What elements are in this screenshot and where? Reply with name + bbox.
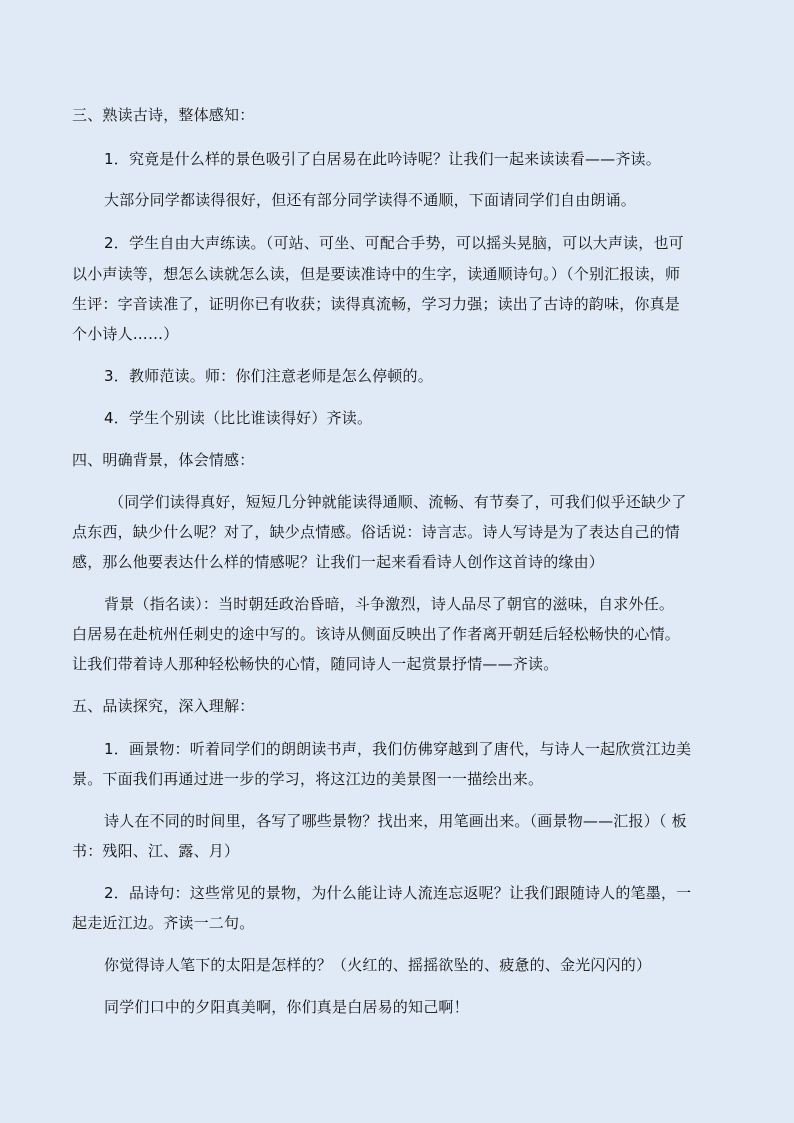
paragraph-line: 1．画景物：听着同学们的朗朗读书声，我们仿佛穿越到了唐代，与诗人一起欣赏江边美: [104, 740, 692, 758]
paragraph-line: 大部分同学都读得很好，但还有部分同学读得不通顺，下面请同学们自由朗诵。: [104, 191, 637, 209]
paragraph-line: 起走近江边。齐读一二句。: [72, 914, 255, 932]
section-heading-5: 五、品读探究，深入理解：: [72, 697, 255, 715]
section-heading-3: 三、熟读古诗，整体感知：: [72, 106, 255, 124]
paragraph-line: 生评：字音读准了，证明你已有收获；读得真流畅，学习力强；读出了古诗的韵味，你真是: [72, 295, 681, 313]
paragraph-line: 背景（指名读）：当时朝廷政治昏暗，斗争激烈，诗人品尽了朝官的滋味，自求外任。: [104, 595, 675, 613]
paragraph-line: 让我们带着诗人那种轻松畅快的心情，随同诗人一起赏景抒情——齐读。: [72, 655, 559, 673]
paragraph-line: 2．学生自由大声练读。（可站、可坐、可配合手势，可以摇头晃脑，可以大声读，也可: [104, 234, 684, 252]
paragraph-line: （同学们读得真好，短短几分钟就能读得通顺、流畅、有节奏了，可我们似乎还缺少了: [109, 493, 687, 511]
paragraph-line: 白居易在赴杭州任刺史的途中写的。该诗从侧面反映出了作者离开朝廷后轻松畅快的心情。: [72, 625, 681, 643]
paragraph-line: 以小声读等，想怎么读就怎么读，但是要读准诗中的生字，读通顺诗句。）（个别汇报读，师: [72, 265, 681, 283]
paragraph-line: 1．究竟是什么样的景色吸引了白居易在此吟诗呢？让我们一起来读读看——齐读。: [104, 150, 661, 168]
paragraph-line: 点东西，缺少什么呢？对了，缺少点情感。俗话说：诗言志。诗人写诗是为了表达自己的情: [72, 523, 681, 541]
paragraph-line: 书：残阳、江、露、月）: [72, 842, 240, 860]
paragraph-line: 2．品诗句：这些常见的景物，为什么能让诗人流连忘返呢？让我们跟随诗人的笔墨，一: [104, 884, 692, 902]
section-heading-4: 四、明确背景，体会情感：: [72, 451, 255, 469]
paragraph-line: 个小诗人……）: [72, 325, 179, 343]
paragraph-line: 4．学生个别读（比比谁读得好）齐读。: [104, 409, 373, 427]
paragraph-line: 诗人在不同的时间里，各写了哪些景物？找出来，用笔画出来。（画景物——汇报）（ 板: [104, 812, 687, 830]
paragraph-line: 你觉得诗人笔下的太阳是怎样的？（火红的、摇摇欲坠的、疲惫的、金光闪闪的）: [104, 956, 652, 974]
paragraph-line: 3．教师范读。师：你们注意老师是怎么停顿的。: [104, 367, 433, 385]
paragraph-line: 感，那么他要表达什么样的情感呢？让我们一起来看看诗人创作这首诗的缘由）: [72, 553, 605, 571]
paragraph-line: 景。下面我们再通过进一步的学习，将这江边的美景图一一描绘出来。: [72, 770, 544, 788]
paragraph-line: 同学们口中的夕阳真美啊，你们真是白居易的知己啊！: [104, 998, 469, 1016]
